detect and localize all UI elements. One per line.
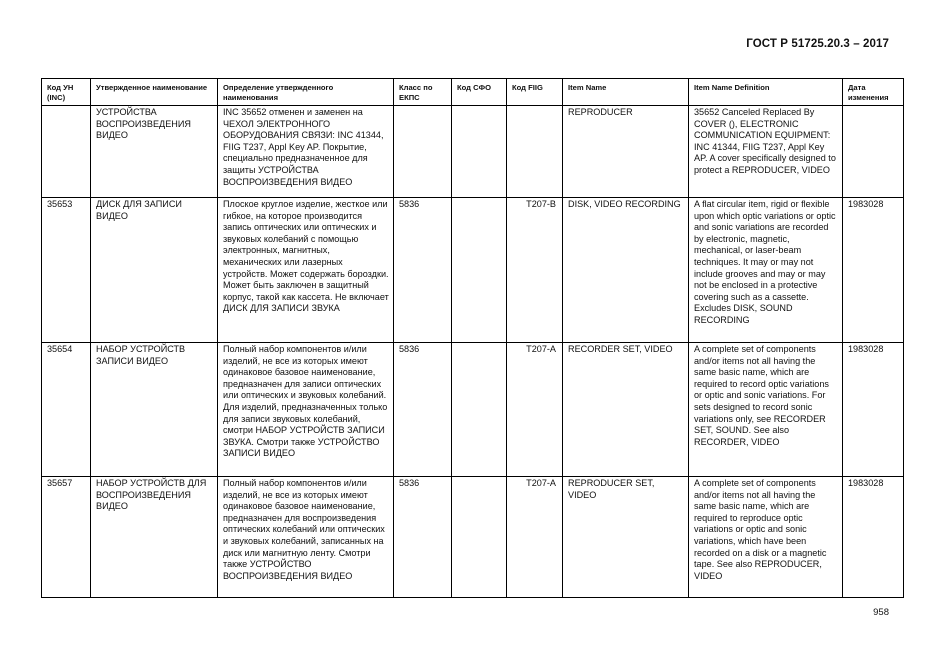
cell-approved-name: НАБОР УСТРОЙСТВ ЗАПИСИ ВИДЕО <box>91 343 218 477</box>
column-header-ekps-class: Класс по ЕКПС <box>394 79 452 106</box>
cell-change-date <box>843 106 904 198</box>
cell-inc: 35653 <box>42 198 91 343</box>
column-header-item-name: Item Name <box>563 79 689 106</box>
cell-sfo-code <box>452 198 507 343</box>
cell-item-name-definition: A complete set of components and/or items not all having the same basic name, which are required to reproduce optic variations or optic and sonic variations, which have been recorded on a disk or a magnetic tape. See also REPRODUCER, VIDEO <box>689 477 843 598</box>
cell-ekps-class: 5836 <box>394 343 452 477</box>
cell-approved-name: НАБОР УСТРОЙСТВ ДЛЯ ВОСПРОИЗВЕДЕНИЯ ВИДЕО <box>91 477 218 598</box>
cell-item-name: REPRODUCER SET, VIDEO <box>563 477 689 598</box>
cell-name-definition: INC 35652 отменен и заменен на ЧЕХОЛ ЭЛЕКТРОННОГО ОБОРУДОВАНИЯ СВЯЗИ: INC 41344, FIIG T237, Appl Key AP. Покрытие, специально предназначенное для защиты УСТРОЙСТВА ВОСПРОИЗВЕДЕНИЯ ВИДЕО <box>218 106 394 198</box>
cell-change-date: 1983028 <box>843 343 904 477</box>
cell-sfo-code <box>452 477 507 598</box>
cell-item-name-definition: A flat circular item, rigid or flexible upon which optic variations or optic and sonic variations are recorded by electronic, magnetic, mechanical, or laser-beam techniques. It may or may not include grooves and may or may not be enclosed in a protective covering such as a cassette. Excludes DISK, SOUND RECORDING <box>689 198 843 343</box>
cell-approved-name: УСТРОЙСТВА ВОСПРОИЗВЕДЕНИЯ ВИДЕО <box>91 106 218 198</box>
cell-fiig-code: T207-A <box>507 343 563 477</box>
column-header-fiig-code: Код FIIG <box>507 79 563 106</box>
cell-inc: 35657 <box>42 477 91 598</box>
column-header-inc: Код УН (INC) <box>42 79 91 106</box>
catalog-table <box>41 78 904 598</box>
cell-item-name-definition: A complete set of components and/or items not all having the same basic name, which are required to record optic variations or optic and sonic variations. For sets designed to record sonic variations only, see RECORDER SET, SOUND. See also RECORDER, VIDEO <box>689 343 843 477</box>
cell-fiig-code: T207-B <box>507 198 563 343</box>
cell-name-definition: Полный набор компонентов и/или изделий, не все из которых имеют одинаковое базовое наименование, предназначен для воспроизведения оптических колебаний или оптических и звуковых колебаний, записанных на диск или магнитную ленту. Смотри также УСТРОЙСТВО ВОСПРОИЗВЕДЕНИЯ ВИДЕО <box>218 477 394 598</box>
cell-ekps-class <box>394 106 452 198</box>
column-header-name-definition: Определение утвержденного наименования <box>218 79 394 106</box>
column-header-item-name-definition: Item Name Definition <box>689 79 843 106</box>
table-row <box>42 106 904 198</box>
cell-item-name-definition: 35652 Canceled Replaced By COVER (), ELECTRONIC COMMUNICATION EQUIPMENT: INC 41344, FIIG T237, Appl Key AP. A cover specifically designed to protect a REPRODUCER, VIDEO <box>689 106 843 198</box>
cell-change-date: 1983028 <box>843 477 904 598</box>
cell-name-definition: Полный набор компонентов и/или изделий, не все из которых имеют одинаковое базовое наименование, предназначен для записи оптических или оптических и звуковых колебаний. Для изделий, предназначенных только для записи звуковых колебаний, смотри НАБОР УСТРОЙСТВ ЗАПИСИ ЗВУКА. Смотри также УСТРОЙСТВО ЗАПИСИ ВИДЕО <box>218 343 394 477</box>
table-header-row <box>42 79 904 106</box>
cell-item-name: DISK, VIDEO RECORDING <box>563 198 689 343</box>
cell-fiig-code <box>507 106 563 198</box>
document-standard-header: ГОСТ Р 51725.20.3 – 2017 <box>746 38 889 50</box>
cell-name-definition: Плоское круглое изделие, жесткое или гибкое, на которое производится запись оптических или оптических и звуковых колебаний с помощью электронных, магнитных, механических или лазерных устройств. Может содержать бороздки. Может быть заключен в защитный корпус, такой как кассета. Не включает ДИСК ДЛЯ ЗАПИСИ ЗВУКА <box>218 198 394 343</box>
cell-ekps-class: 5836 <box>394 477 452 598</box>
column-header-approved-name: Утвержденное наименование <box>91 79 218 106</box>
table-row <box>42 477 904 598</box>
table-row <box>42 198 904 343</box>
cell-fiig-code: T207-A <box>507 477 563 598</box>
page-number: 958 <box>873 607 889 618</box>
cell-item-name: RECORDER SET, VIDEO <box>563 343 689 477</box>
cell-sfo-code <box>452 106 507 198</box>
cell-inc: 35654 <box>42 343 91 477</box>
cell-sfo-code <box>452 343 507 477</box>
column-header-sfo-code: Код СФО <box>452 79 507 106</box>
cell-inc <box>42 106 91 198</box>
table-row <box>42 343 904 477</box>
cell-item-name: REPRODUCER <box>563 106 689 198</box>
cell-ekps-class: 5836 <box>394 198 452 343</box>
cell-approved-name: ДИСК ДЛЯ ЗАПИСИ ВИДЕО <box>91 198 218 343</box>
cell-change-date: 1983028 <box>843 198 904 343</box>
column-header-change-date: Дата изменения <box>843 79 904 106</box>
